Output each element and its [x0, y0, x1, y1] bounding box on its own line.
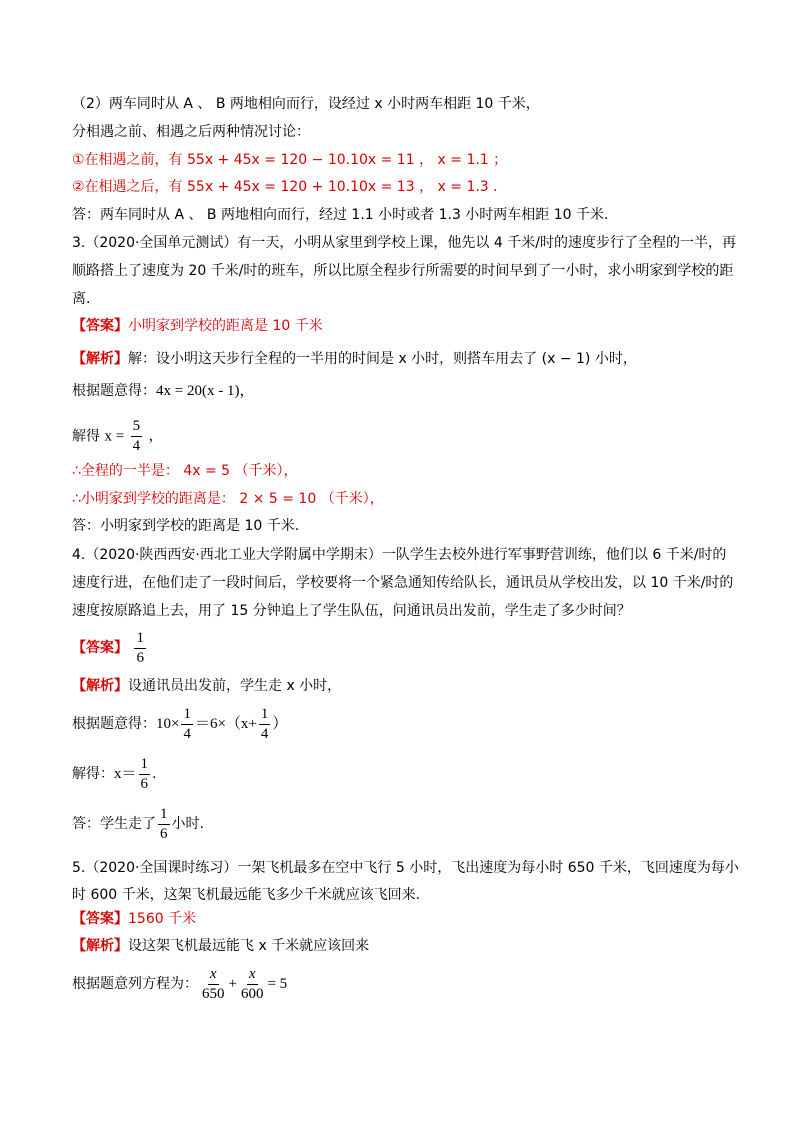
q3-solve-end: ， — [148, 428, 163, 445]
q4-equation — [72, 704, 287, 744]
part2-intro: （2）两车同时从 A 、 B 两地相向而行，设经过 x 小时两车相距 10 千米， — [72, 96, 540, 112]
part2-cases-intro: 分相遇之前、相遇之后两种情况讨论： — [72, 124, 310, 140]
q4-final-fraction — [158, 806, 170, 843]
q4-solve-lhs: x＝ — [114, 766, 137, 782]
q3-answer-text: 小明家到学校的距离是 10 千米 — [128, 318, 323, 334]
solve-label: 解得： — [72, 766, 114, 782]
fraction-denominator: 6 — [136, 649, 144, 666]
analysis-tag: 【解析】 — [72, 351, 128, 367]
answer-tag: 【答案】 — [72, 911, 128, 927]
fraction-denominator: 4 — [260, 725, 269, 742]
q3-solve-fraction — [131, 418, 143, 455]
fraction-numerator: 1 — [158, 806, 170, 825]
part2-case-after: ②在相遇之后，有 55x + 45x = 120 + 10.10x = 13 ， x = 1.3 . — [72, 179, 498, 195]
q5-stem-line2: 时 600 千米，这架飞机最远能飞多少千米就应该飞回来. — [72, 887, 421, 903]
fraction-numerator: 1 — [134, 630, 146, 649]
q5-eq-plus: + — [228, 976, 237, 992]
fraction-numerator: 1 — [259, 706, 271, 725]
q3-equation — [72, 381, 254, 401]
answer-tag: 【答案】 — [72, 640, 128, 656]
analysis-tag: 【解析】 — [72, 938, 128, 954]
fraction-numerator: 5 — [131, 418, 143, 437]
fraction-denominator: 600 — [240, 985, 264, 1002]
q4-solve — [72, 754, 156, 794]
q3-answer — [72, 316, 323, 336]
fraction-numerator: x — [247, 966, 258, 985]
q5-equation — [72, 964, 287, 1004]
q4-solve-end: . — [152, 766, 157, 782]
part2-answer: 答：两车同时从 A 、 B 两地相向而行，经过 1.1 小时或者 1.3 小时两车相距 10 千米. — [72, 207, 609, 223]
q4-final-answer — [72, 804, 204, 844]
q4-eq-part-c: ） — [272, 716, 288, 732]
q3-half-distance: ∴全程的一半是： 4x = 5 （千米）， — [72, 463, 298, 479]
q4-analysis-text: 设通讯员出发前，学生走 x 小时， — [128, 678, 342, 694]
q5-stem-line1: 5.（2020·全国课时练习）一架飞机最多在空中飞行 5 小时，飞出速度为每小时 650 千米，飞回速度为每小 — [72, 860, 739, 876]
q3-final-answer: 答：小明家到学校的距离是 10 千米. — [72, 518, 300, 534]
q4-solve-fraction — [139, 756, 151, 793]
fraction-numerator: x — [208, 966, 219, 985]
fraction-denominator: 4 — [132, 438, 141, 454]
q4-stem-line3: 速度按原路追上去，用了 15 分钟追上了学生队伍，问通讯员出发前，学生走了多少时间？ — [72, 603, 631, 619]
q4-eq-fraction-1 — [181, 706, 193, 743]
q4-eq-part-a: 10× — [156, 716, 180, 732]
equation-label: 根据题意得： — [72, 716, 156, 732]
q4-final-prefix: 答：学生走了 — [72, 816, 156, 832]
q4-final-suffix: 小时. — [171, 816, 204, 832]
analysis-tag: 【解析】 — [72, 678, 128, 694]
equation-label: 根据题意得： — [72, 383, 156, 399]
q3-analysis — [72, 349, 637, 369]
solve-label: 解得 — [72, 428, 100, 445]
q5-analysis-text: 设这架飞机最远能飞 x 千米就应该回来 — [128, 938, 370, 954]
q5-eq-end: = 5 — [267, 976, 288, 992]
q5-answer-text: 1560 千米 — [128, 911, 197, 927]
fraction-numerator: 1 — [139, 756, 151, 775]
q4-stem-line2: 速度行进，在他们走了一段时间后，学校要将一个紧急通知传给队长，通讯员从学校出发，以 10 千米/时的 — [72, 575, 734, 591]
fraction-denominator: 4 — [183, 725, 191, 742]
q5-analysis — [72, 936, 369, 956]
fraction-denominator: 6 — [140, 775, 149, 792]
answer-tag: 【答案】 — [72, 318, 128, 334]
q5-eq-fraction-2 — [239, 966, 266, 1003]
q3-stem-line1: 3.（2020·全国单元测试）有一天，小明从家里到学校上课，他先以 4 千米/时的速度步行了全程的一半，再 — [72, 235, 736, 251]
q5-eq-fraction-1 — [200, 966, 227, 1003]
q4-eq-part-b: ＝6×（x+ — [194, 716, 257, 732]
q3-solve — [72, 418, 163, 455]
fraction-denominator: 650 — [202, 985, 225, 1002]
q3-analysis-text: 解：设小明这天步行全程的一半用的时间是 x 小时，则搭车用去了 (x − 1) 小时， — [128, 351, 637, 367]
q4-answer — [72, 628, 148, 668]
fraction-denominator: 6 — [160, 825, 168, 842]
fraction-numerator: 1 — [181, 706, 193, 725]
q3-equation-expr: 4x = 20(x - 1)， — [156, 383, 255, 399]
part2-case-before: ①在相遇之前，有 55x + 45x = 120 − 10.10x = 11 ， x = 1.1 ； — [72, 152, 508, 168]
q3-stem-line3: 离. — [72, 291, 91, 307]
q3-total-distance: ∴小明家到学校的距离是： 2 × 5 = 10 （千米）， — [72, 491, 384, 507]
q3-solve-lhs: x = — [104, 428, 125, 445]
q5-answer — [72, 909, 196, 929]
q3-stem-line2: 顺路搭上了速度为 20 千米/时的班车，所以比原全程步行所需要的时间早到了一小时，求小明家到学校的距 — [72, 263, 734, 279]
q4-stem-line1: 4.（2020·陕西西安·西北工业大学附属中学期末）一队学生去校外进行军事野营训练，他们以 6 千米/时的 — [72, 547, 727, 563]
q4-answer-fraction — [134, 630, 146, 667]
q4-analysis — [72, 676, 341, 696]
q4-eq-fraction-2 — [259, 706, 271, 743]
equation-label: 根据题意列方程为： — [72, 976, 198, 992]
